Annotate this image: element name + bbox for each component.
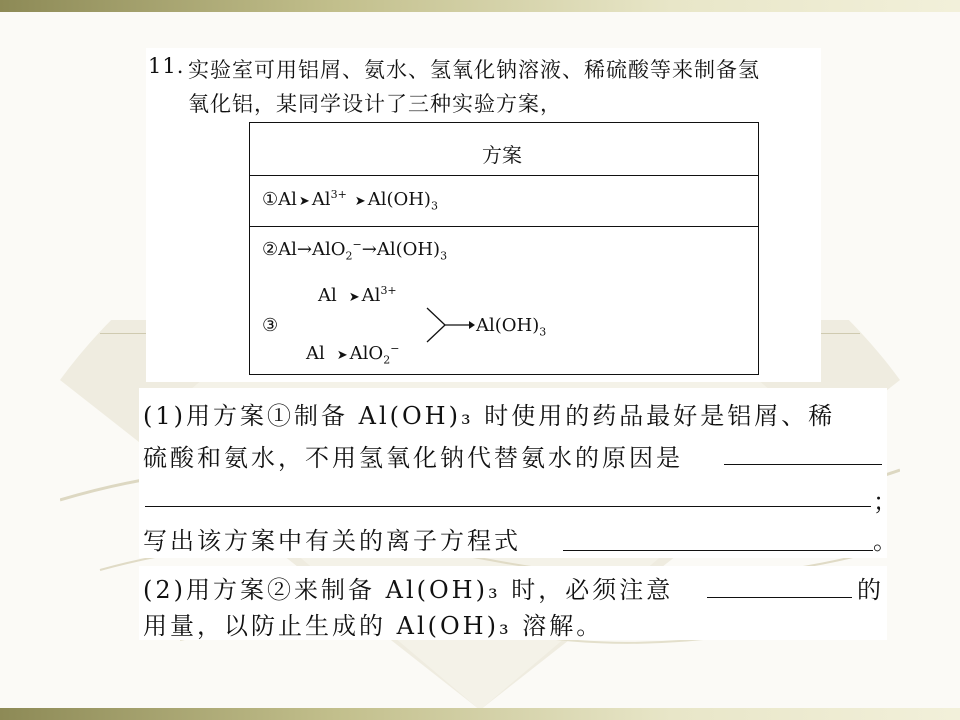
plan-3-label: ③ bbox=[262, 315, 279, 336]
answer-blank-1a[interactable] bbox=[724, 464, 882, 465]
part-2-line-2: 用量，以防止生成的 Al(OH)₃ 溶解。 bbox=[143, 612, 604, 640]
plan-3-lower-alo2-charge: − bbox=[390, 342, 400, 355]
plan-3-lower-arrow: ➤ bbox=[336, 348, 348, 363]
part-1-semicolon: ； bbox=[873, 488, 900, 516]
plan-2-product-sub: 3 bbox=[440, 249, 448, 263]
part-1-line-4: 写出该方案中有关的离子方程式 bbox=[143, 527, 521, 555]
question-panel bbox=[146, 48, 821, 382]
plan-3-upper-charge: 3+ bbox=[380, 284, 397, 297]
question-line-2: 氧化铝，某同学设计了三种实验方案， bbox=[188, 92, 562, 116]
plan-1-row bbox=[262, 188, 438, 213]
answer-blank-2[interactable] bbox=[707, 597, 852, 598]
part-2-panel bbox=[139, 566, 887, 640]
plan-3-product-group bbox=[476, 315, 547, 339]
part-1-period: 。 bbox=[873, 527, 900, 555]
plan-2-alo2: AlO bbox=[312, 239, 346, 260]
question-number: 11. bbox=[148, 54, 185, 78]
plan-2-al: Al bbox=[278, 239, 297, 260]
plan-1-product: Al(OH) bbox=[367, 189, 431, 210]
answer-blank-1b[interactable] bbox=[145, 506, 871, 507]
table-divider bbox=[250, 175, 758, 176]
plan-3-lower-alo2: AlO bbox=[349, 343, 384, 364]
part-2-line-1: (2)用方案②来制备 Al(OH)₃ 时，必须注意 bbox=[143, 576, 674, 604]
plan-2-row bbox=[262, 238, 448, 263]
bottom-decorative-band bbox=[0, 708, 960, 720]
table-divider bbox=[250, 226, 758, 227]
plan-3-product-sub: 3 bbox=[539, 325, 547, 339]
plan-1-arrow: ➤ bbox=[298, 194, 310, 209]
plan-2-product: Al(OH) bbox=[376, 239, 441, 260]
part-1-line-2: 硫酸和氨水，不用氢氧化钠代替氨水的原因是 bbox=[143, 444, 683, 472]
plan-3-upper-arrow: ➤ bbox=[348, 290, 360, 305]
plan-3-lower-alo2-sub: 2 bbox=[383, 353, 391, 367]
plan-3-product: Al(OH) bbox=[476, 315, 540, 336]
plan-3-upper-path bbox=[318, 285, 397, 306]
plan-1-al: Al bbox=[278, 189, 297, 210]
plan-2-arrow-2: → bbox=[361, 239, 377, 260]
plan-2-label: ② bbox=[262, 239, 279, 260]
plan-2-alo2-sub: 2 bbox=[345, 249, 353, 263]
plan-3-upper-al: Al bbox=[318, 285, 337, 306]
plan-1-al3: Al bbox=[311, 189, 331, 210]
plan-3-upper-al3: Al bbox=[361, 285, 381, 306]
top-decorative-band bbox=[0, 0, 960, 12]
plan-1-product-sub: 3 bbox=[430, 199, 438, 213]
plan-3-lower-path bbox=[306, 342, 400, 367]
plan-1-al3-charge: 3+ bbox=[330, 188, 347, 201]
part-1-line-1: (1)用方案①制备 Al(OH)₃ 时使用的药品最好是铝屑、稀 bbox=[143, 402, 836, 430]
plan-3-lower-al: Al bbox=[306, 343, 325, 364]
plans-table bbox=[249, 122, 759, 375]
part-1-panel bbox=[139, 388, 900, 558]
plan-2-arrow: → bbox=[296, 239, 312, 260]
part-2-line-1-end: 的 bbox=[857, 576, 884, 604]
plan-1-label: ① bbox=[262, 189, 279, 210]
plan-1-arrow-2: ➤ bbox=[354, 194, 366, 209]
question-line-1: 实验室可用铝屑、氨水、氢氧化钠溶液、稀硫酸等来制备氢 bbox=[188, 58, 760, 82]
answer-blank-1c[interactable] bbox=[563, 550, 873, 551]
plan-2-alo2-charge: − bbox=[352, 238, 362, 251]
plan-3-merge-lines bbox=[425, 305, 475, 345]
table-header: 方案 bbox=[482, 143, 522, 167]
